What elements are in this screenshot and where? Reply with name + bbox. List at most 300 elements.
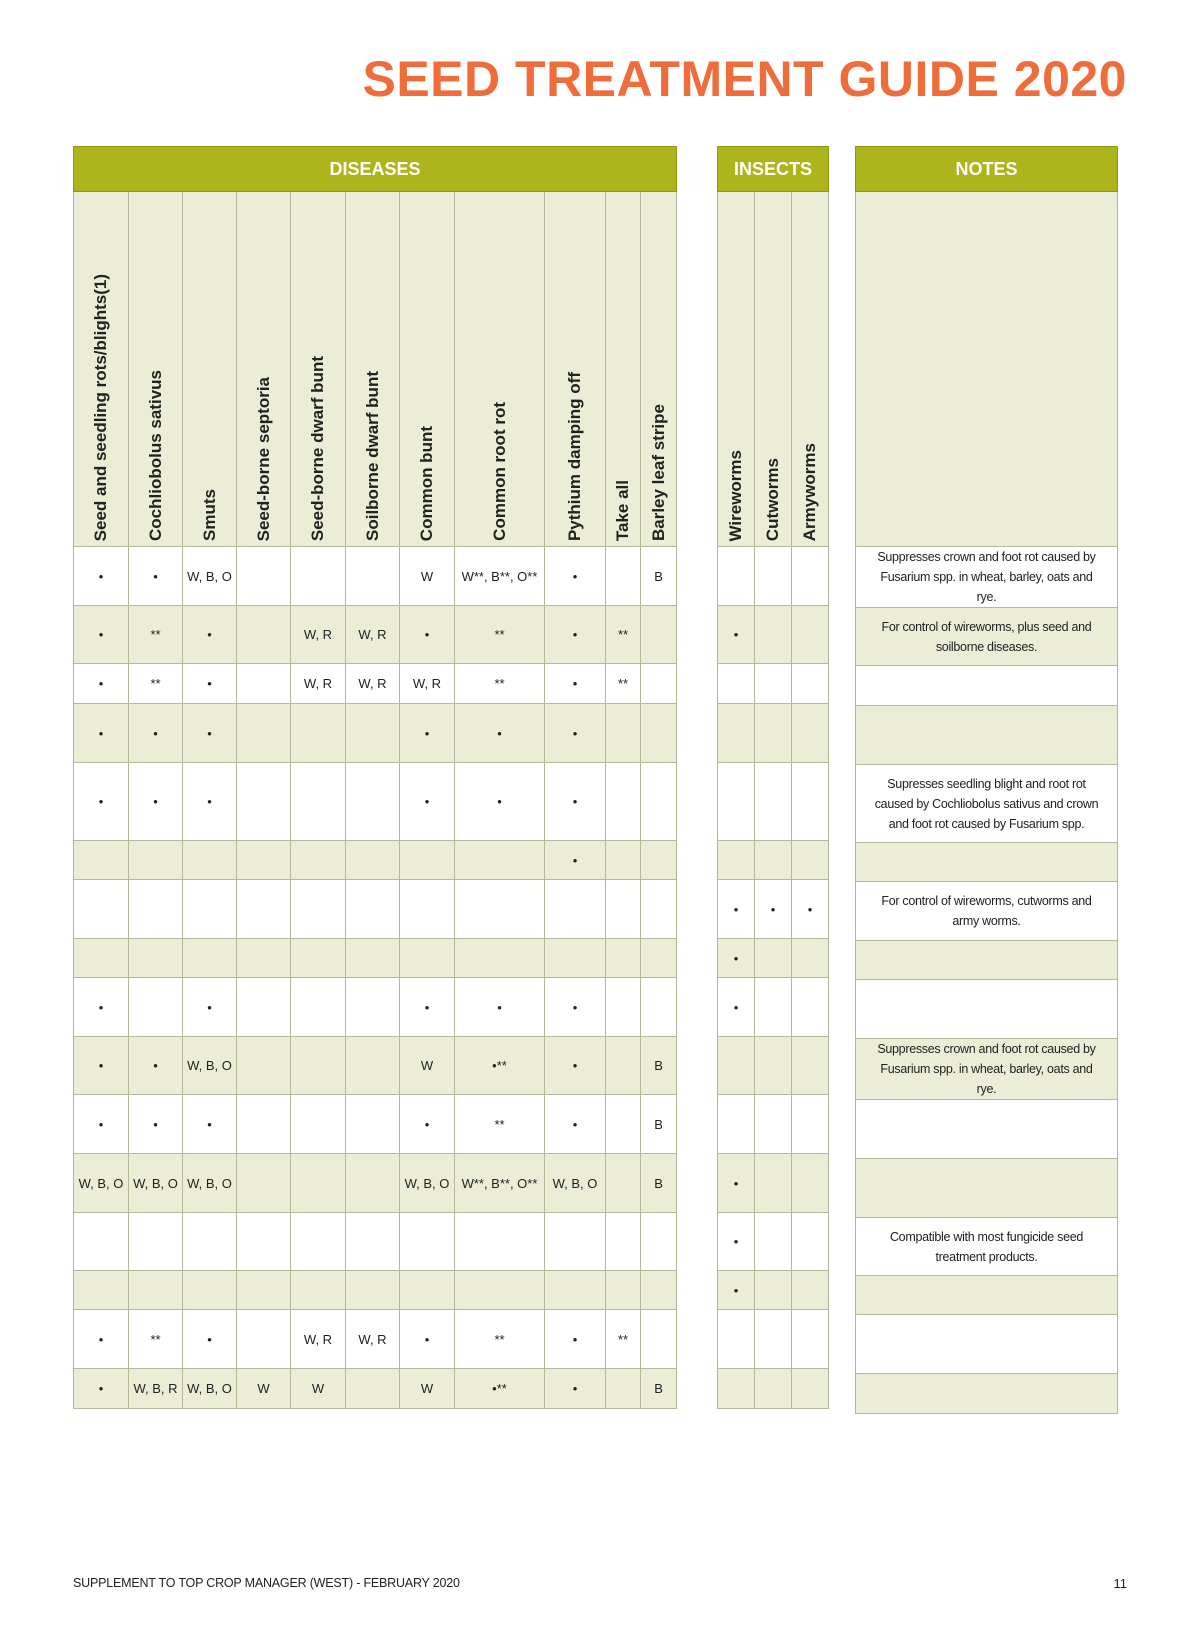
table-row — [74, 939, 677, 978]
disease-cell: • — [400, 1310, 455, 1369]
disease-cell — [74, 880, 129, 939]
table-row — [856, 1218, 1118, 1276]
disease-cell: • — [74, 704, 129, 763]
disease-cell: ** — [606, 664, 641, 704]
diseases-header: DISEASES — [74, 147, 677, 192]
disease-cell — [291, 1037, 346, 1095]
disease-cell: W, B, O — [545, 1154, 606, 1213]
note-cell — [856, 980, 1118, 1039]
disease-cell: ** — [606, 1310, 641, 1369]
disease-cell — [641, 1213, 677, 1271]
disease-cell: • — [545, 664, 606, 704]
disease-cell: ** — [455, 1310, 545, 1369]
disease-cell — [237, 978, 291, 1037]
table-row — [74, 1271, 677, 1310]
disease-cell: • — [183, 763, 237, 841]
disease-cell: W, B, O — [183, 1037, 237, 1095]
disease-cell — [129, 978, 183, 1037]
insect-cell — [792, 1369, 829, 1409]
disease-cell — [183, 880, 237, 939]
disease-cell: • — [74, 606, 129, 664]
table-row — [74, 978, 677, 1037]
disease-cell — [606, 939, 641, 978]
disease-cell — [641, 939, 677, 978]
disease-cell: • — [400, 1095, 455, 1154]
insect-cell: • — [792, 880, 829, 939]
disease-cell — [237, 841, 291, 880]
disease-cell — [545, 1213, 606, 1271]
disease-cell — [346, 547, 400, 606]
disease-cell: • — [400, 704, 455, 763]
disease-cell — [606, 1369, 641, 1409]
disease-cell: • — [400, 978, 455, 1037]
insect-column-header — [755, 192, 792, 547]
disease-cell — [641, 978, 677, 1037]
insect-cell — [792, 978, 829, 1037]
disease-cell: W — [291, 1369, 346, 1409]
disease-cell: • — [74, 547, 129, 606]
insect-cell: • — [718, 978, 755, 1037]
note-cell — [856, 1374, 1118, 1414]
disease-cell — [129, 939, 183, 978]
table-row — [74, 704, 677, 763]
insect-column-header — [718, 192, 755, 547]
table-row — [718, 1310, 829, 1369]
disease-cell — [346, 1037, 400, 1095]
disease-cell: ** — [129, 606, 183, 664]
disease-cell — [291, 1154, 346, 1213]
disease-cell — [641, 704, 677, 763]
table-row — [718, 1271, 829, 1310]
disease-cell — [291, 841, 346, 880]
insect-cell — [755, 1095, 792, 1154]
disease-column-header — [183, 192, 237, 547]
disease-cell: ** — [455, 1095, 545, 1154]
disease-cell — [641, 1271, 677, 1310]
disease-column-header — [641, 192, 677, 547]
disease-cell — [400, 841, 455, 880]
disease-cell: • — [545, 606, 606, 664]
disease-cell — [641, 841, 677, 880]
table-row — [856, 882, 1118, 941]
insects-header: INSECTS — [718, 147, 829, 192]
disease-cell — [237, 880, 291, 939]
table-row — [718, 1369, 829, 1409]
insect-cell: • — [718, 939, 755, 978]
disease-cell: W, R — [346, 1310, 400, 1369]
note-cell: For control of wireworms, cutworms and army worms. — [856, 882, 1118, 941]
disease-cell — [606, 880, 641, 939]
table-row — [856, 1374, 1118, 1414]
disease-cell: • — [545, 1310, 606, 1369]
insects-table — [717, 146, 829, 1409]
disease-cell — [455, 880, 545, 939]
disease-cell — [346, 1154, 400, 1213]
notes-header: NOTES — [856, 147, 1118, 192]
table-row — [74, 880, 677, 939]
disease-cell: W, R — [346, 664, 400, 704]
disease-cell: • — [400, 606, 455, 664]
disease-cell — [291, 939, 346, 978]
disease-cell — [346, 978, 400, 1037]
table-row — [718, 1095, 829, 1154]
insect-cell — [755, 763, 792, 841]
insect-cell: • — [718, 880, 755, 939]
footer-publication: SUPPLEMENT TO TOP CROP MANAGER (WEST) - FEBRUARY 2020 — [73, 1576, 460, 1590]
disease-cell — [400, 939, 455, 978]
table-row — [718, 547, 829, 606]
disease-cell — [183, 841, 237, 880]
disease-cell: W, B, O — [129, 1154, 183, 1213]
disease-cell — [129, 1213, 183, 1271]
disease-cell: • — [129, 763, 183, 841]
disease-cell — [545, 1271, 606, 1310]
disease-cell — [291, 978, 346, 1037]
table-row — [856, 666, 1118, 706]
insect-cell — [792, 664, 829, 704]
table-row — [718, 664, 829, 704]
note-cell — [856, 941, 1118, 980]
disease-column-label: Soilborne dwarf bunt — [362, 371, 382, 541]
disease-cell: W, R — [346, 606, 400, 664]
disease-column-header — [291, 192, 346, 547]
disease-cell: • — [74, 1310, 129, 1369]
insect-cell — [755, 704, 792, 763]
disease-cell — [74, 1213, 129, 1271]
table-row — [74, 841, 677, 880]
insect-cell — [718, 841, 755, 880]
disease-cell — [237, 1154, 291, 1213]
disease-cell — [74, 841, 129, 880]
disease-cell — [129, 841, 183, 880]
insect-cell — [792, 704, 829, 763]
disease-cell — [346, 880, 400, 939]
disease-cell — [455, 1271, 545, 1310]
note-cell: Supresses seedling blight and root rot caused by Cochliobolus sativus and crown and foot rot caused by Fusarium spp. — [856, 765, 1118, 843]
disease-cell: W, B, O — [400, 1154, 455, 1213]
insect-column-header — [792, 192, 829, 547]
insect-cell — [718, 763, 755, 841]
disease-cell — [291, 547, 346, 606]
insect-cell — [755, 606, 792, 664]
disease-cell — [291, 1213, 346, 1271]
disease-cell: • — [74, 763, 129, 841]
disease-cell — [237, 1095, 291, 1154]
disease-cell: W, B, O — [183, 547, 237, 606]
disease-cell — [455, 939, 545, 978]
disease-column-header — [74, 192, 129, 547]
table-row — [74, 547, 677, 606]
insect-cell — [718, 1369, 755, 1409]
disease-column-label: Seed and seedling rots/blights(1) — [91, 273, 110, 541]
disease-cell: ** — [129, 664, 183, 704]
table-row — [718, 978, 829, 1037]
insect-cell: • — [718, 1154, 755, 1213]
disease-cell: B — [641, 547, 677, 606]
table-row — [856, 1315, 1118, 1374]
disease-cell — [346, 1213, 400, 1271]
disease-cell — [237, 1271, 291, 1310]
disease-cell — [545, 880, 606, 939]
disease-cell — [606, 1154, 641, 1213]
disease-column-header — [129, 192, 183, 547]
disease-column-label: Seed-borne dwarf bunt — [308, 355, 327, 541]
note-cell: Suppresses crown and foot rot caused by Fusarium spp. in wheat, barley, oats and rye. — [856, 1039, 1118, 1100]
disease-column-header — [455, 192, 545, 547]
disease-cell: • — [545, 1369, 606, 1409]
disease-cell: ** — [129, 1310, 183, 1369]
disease-column-header — [545, 192, 606, 547]
insect-column-label: Armyworms — [800, 442, 820, 541]
disease-cell: • — [545, 547, 606, 606]
disease-cell — [606, 1271, 641, 1310]
table-row — [856, 765, 1118, 843]
table-row — [74, 1095, 677, 1154]
insect-cell — [755, 1369, 792, 1409]
insect-cell — [755, 1154, 792, 1213]
disease-cell: B — [641, 1154, 677, 1213]
disease-column-label: Smuts — [199, 489, 219, 541]
disease-cell — [346, 1271, 400, 1310]
disease-cell — [291, 704, 346, 763]
table-row — [74, 1369, 677, 1409]
disease-cell: W, B, O — [74, 1154, 129, 1213]
table-row — [74, 1213, 677, 1271]
table-row — [856, 941, 1118, 980]
disease-cell: • — [455, 763, 545, 841]
note-cell — [856, 1315, 1118, 1374]
disease-cell: W, R — [291, 664, 346, 704]
disease-cell — [129, 1271, 183, 1310]
insect-cell — [718, 664, 755, 704]
disease-column-label: Seed-borne septoria — [253, 376, 273, 541]
disease-cell — [237, 1037, 291, 1095]
disease-cell — [606, 1095, 641, 1154]
disease-column-label: Take all — [613, 479, 632, 541]
notes-panel — [855, 146, 1118, 1414]
diseases-panel — [73, 146, 677, 1409]
disease-cell: • — [183, 664, 237, 704]
disease-cell: • — [455, 704, 545, 763]
table-row — [74, 664, 677, 704]
disease-cell — [291, 1271, 346, 1310]
disease-cell: • — [74, 664, 129, 704]
table-row — [74, 1037, 677, 1095]
disease-column-header — [237, 192, 291, 547]
disease-cell — [455, 1213, 545, 1271]
table-row — [718, 763, 829, 841]
disease-cell — [183, 1271, 237, 1310]
note-cell — [856, 1100, 1118, 1159]
table-row — [856, 980, 1118, 1039]
insect-cell — [755, 978, 792, 1037]
disease-cell: • — [545, 704, 606, 763]
disease-cell — [291, 763, 346, 841]
disease-column-label: Cochliobolus sativus — [145, 370, 165, 541]
table-row — [718, 880, 829, 939]
disease-cell — [606, 841, 641, 880]
disease-cell: W, B, O — [183, 1369, 237, 1409]
disease-cell: • — [545, 1095, 606, 1154]
table-row — [718, 939, 829, 978]
disease-cell: • — [183, 1310, 237, 1369]
disease-cell: ** — [606, 606, 641, 664]
insect-cell: • — [755, 880, 792, 939]
insect-cell — [755, 664, 792, 704]
insect-cell: • — [718, 606, 755, 664]
table-row — [718, 841, 829, 880]
disease-column-header — [606, 192, 641, 547]
page-number: 11 — [1113, 1576, 1127, 1591]
disease-cell: B — [641, 1095, 677, 1154]
disease-cell — [237, 939, 291, 978]
disease-cell — [606, 978, 641, 1037]
disease-cell — [641, 606, 677, 664]
disease-column-header — [400, 192, 455, 547]
disease-cell: • — [545, 763, 606, 841]
insect-cell — [755, 939, 792, 978]
disease-cell: W, R — [291, 1310, 346, 1369]
disease-cell: • — [545, 1037, 606, 1095]
disease-cell — [74, 1271, 129, 1310]
disease-cell — [606, 704, 641, 763]
insect-cell — [792, 1037, 829, 1095]
diseases-table — [73, 146, 677, 1409]
insect-cell — [718, 1037, 755, 1095]
table-row — [74, 606, 677, 664]
disease-cell: • — [129, 1095, 183, 1154]
disease-cell: W, B, O — [183, 1154, 237, 1213]
table-row — [856, 1039, 1118, 1100]
disease-cell — [237, 1213, 291, 1271]
disease-cell: ** — [455, 664, 545, 704]
disease-cell: • — [74, 1095, 129, 1154]
disease-cell — [641, 763, 677, 841]
table-row — [856, 547, 1118, 608]
insect-cell — [755, 841, 792, 880]
table-row — [74, 763, 677, 841]
disease-cell — [237, 547, 291, 606]
disease-cell — [346, 1095, 400, 1154]
table-row — [718, 704, 829, 763]
note-cell: Suppresses crown and foot rot caused by Fusarium spp. in wheat, barley, oats and rye. — [856, 547, 1118, 608]
insect-cell — [718, 1095, 755, 1154]
disease-column-label: Pythium damping off — [565, 371, 584, 541]
disease-cell — [237, 664, 291, 704]
insect-cell — [755, 1271, 792, 1310]
disease-cell: W — [400, 547, 455, 606]
disease-cell: W — [237, 1369, 291, 1409]
disease-cell — [129, 880, 183, 939]
disease-cell — [237, 763, 291, 841]
disease-cell: ** — [455, 606, 545, 664]
table-row — [856, 1100, 1118, 1159]
disease-cell — [183, 1213, 237, 1271]
disease-cell: • — [129, 1037, 183, 1095]
insect-cell — [792, 1271, 829, 1310]
insect-column-label: Wireworms — [726, 449, 745, 541]
insect-cell — [792, 1095, 829, 1154]
notes-blank-header — [856, 192, 1118, 547]
insect-cell — [718, 547, 755, 606]
disease-column-header — [346, 192, 400, 547]
disease-cell: W**, B**, O** — [455, 1154, 545, 1213]
disease-column-label: Common root rot — [489, 402, 509, 541]
table-row — [74, 1310, 677, 1369]
disease-cell: • — [74, 1037, 129, 1095]
page-title: SEED TREATMENT GUIDE 2020 — [362, 51, 1127, 107]
disease-cell: B — [641, 1369, 677, 1409]
disease-cell — [606, 763, 641, 841]
disease-cell — [237, 606, 291, 664]
disease-cell — [606, 547, 641, 606]
disease-cell — [641, 880, 677, 939]
disease-cell: • — [183, 606, 237, 664]
disease-column-label: Barley leaf stripe — [648, 403, 668, 541]
disease-cell: • — [545, 841, 606, 880]
disease-cell — [455, 841, 545, 880]
insect-cell — [755, 547, 792, 606]
table-row — [74, 1154, 677, 1213]
disease-cell — [291, 1095, 346, 1154]
disease-cell — [237, 704, 291, 763]
disease-cell — [606, 1037, 641, 1095]
insect-cell — [792, 1213, 829, 1271]
disease-cell — [400, 880, 455, 939]
insect-cell — [718, 704, 755, 763]
disease-cell: • — [129, 704, 183, 763]
disease-cell — [346, 841, 400, 880]
insect-cell — [792, 841, 829, 880]
disease-cell: • — [183, 1095, 237, 1154]
insect-column-label: Cutworms — [763, 457, 782, 541]
insect-cell — [755, 1310, 792, 1369]
table-row — [718, 1213, 829, 1271]
table-row — [856, 843, 1118, 882]
disease-cell — [183, 939, 237, 978]
insect-cell — [792, 1154, 829, 1213]
disease-cell: • — [545, 978, 606, 1037]
disease-cell: • — [455, 978, 545, 1037]
note-cell — [856, 666, 1118, 706]
disease-cell — [346, 939, 400, 978]
table-row — [718, 1154, 829, 1213]
disease-cell: •** — [455, 1037, 545, 1095]
disease-cell — [545, 939, 606, 978]
table-row — [856, 1159, 1118, 1218]
table-row — [856, 706, 1118, 765]
table-row — [856, 608, 1118, 666]
insect-cell — [792, 1310, 829, 1369]
disease-cell — [641, 1310, 677, 1369]
disease-cell: W — [400, 1037, 455, 1095]
insect-cell — [792, 606, 829, 664]
disease-cell: W**, B**, O** — [455, 547, 545, 606]
insect-cell — [718, 1310, 755, 1369]
disease-cell: B — [641, 1037, 677, 1095]
note-cell — [856, 1159, 1118, 1218]
disease-cell: W, R — [400, 664, 455, 704]
disease-cell: • — [400, 763, 455, 841]
insect-cell: • — [718, 1271, 755, 1310]
table-row — [718, 606, 829, 664]
disease-cell: • — [183, 704, 237, 763]
disease-cell: • — [74, 1369, 129, 1409]
insect-cell: • — [718, 1213, 755, 1271]
disease-cell: W — [400, 1369, 455, 1409]
disease-cell — [346, 763, 400, 841]
note-cell — [856, 706, 1118, 765]
